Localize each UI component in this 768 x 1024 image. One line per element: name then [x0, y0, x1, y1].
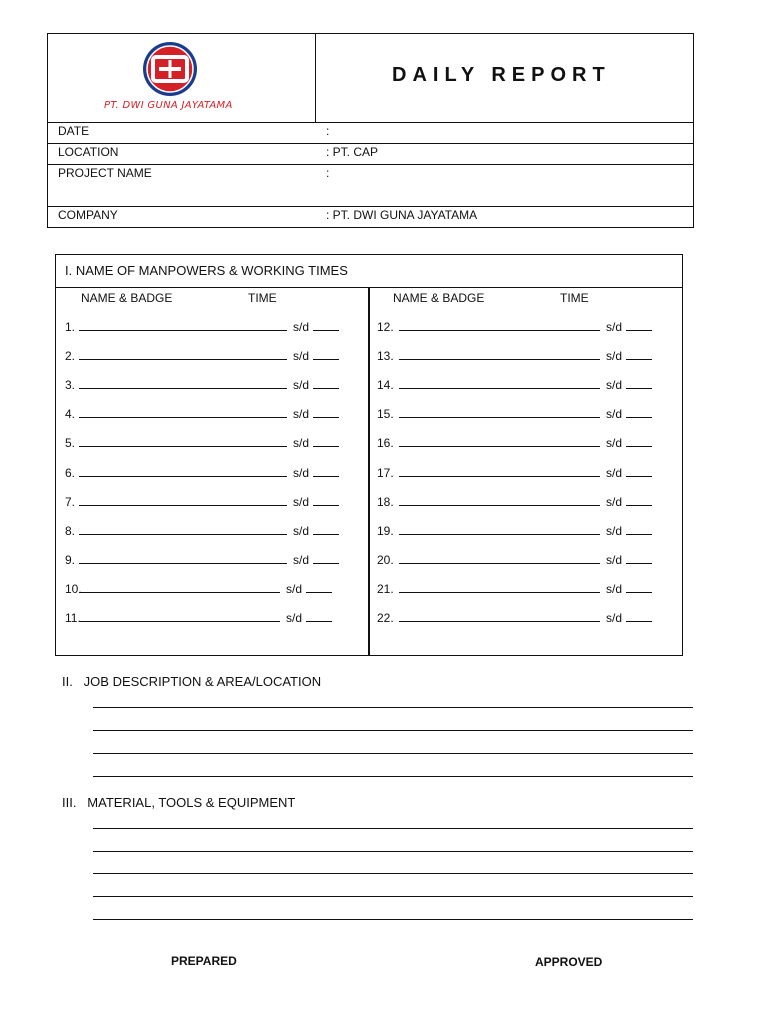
company-label: COMPANY — [58, 208, 118, 222]
manpower-column-divider — [369, 287, 370, 656]
name-badge-field[interactable] — [399, 465, 600, 477]
header-divider — [315, 34, 316, 122]
time-field[interactable] — [306, 610, 332, 622]
manpower-row — [65, 552, 339, 567]
manpower-row — [377, 465, 652, 480]
time-field[interactable] — [626, 523, 652, 535]
name-badge-field[interactable] — [399, 377, 600, 389]
time-field[interactable] — [626, 465, 652, 477]
job-write-line[interactable] — [93, 730, 693, 731]
right-name-badge-header: NAME & BADGE — [393, 291, 485, 305]
date-value: : — [326, 124, 330, 138]
manpower-row — [377, 494, 652, 509]
time-separator: s/d — [293, 378, 310, 393]
name-badge-field[interactable] — [79, 348, 287, 360]
time-separator: s/d — [606, 320, 623, 334]
row-number: 9. — [65, 552, 76, 567]
company-logo — [141, 40, 199, 98]
time-field[interactable] — [626, 494, 652, 506]
row-number: 17. — [377, 465, 394, 480]
manpower-row — [65, 494, 339, 509]
row-number: 22. — [377, 611, 394, 625]
row-number: 20. — [377, 552, 394, 567]
name-badge-field[interactable] — [399, 523, 600, 535]
info-row-divider — [47, 206, 693, 207]
time-field[interactable] — [626, 435, 652, 447]
time-field[interactable] — [626, 377, 652, 389]
name-badge-field[interactable] — [399, 552, 600, 564]
manpower-row — [377, 348, 652, 363]
time-field[interactable] — [313, 523, 339, 535]
location-value: : PT. CAP — [326, 145, 379, 159]
time-field[interactable] — [313, 435, 339, 447]
manpower-row — [65, 581, 332, 596]
time-separator: s/d — [293, 552, 310, 567]
time-separator: s/d — [293, 494, 310, 509]
name-badge-field[interactable] — [79, 406, 287, 418]
manpower-row — [377, 552, 652, 567]
name-badge-field[interactable] — [79, 552, 287, 564]
time-field[interactable] — [626, 406, 652, 418]
row-number: 11. — [65, 611, 81, 625]
manpower-row — [65, 406, 339, 421]
info-row-divider — [47, 143, 693, 144]
time-separator: s/d — [606, 494, 623, 509]
manpower-row — [65, 465, 339, 480]
time-separator: s/d — [293, 349, 310, 364]
time-field[interactable] — [626, 319, 652, 331]
time-separator: s/d — [606, 349, 623, 364]
material-write-line[interactable] — [93, 851, 693, 852]
row-number: 8. — [65, 523, 76, 538]
manpower-row — [377, 406, 652, 421]
time-field[interactable] — [626, 348, 652, 360]
manpower-row — [377, 610, 652, 625]
row-number: 12. — [377, 320, 394, 334]
name-badge-field[interactable] — [79, 610, 280, 622]
time-field[interactable] — [626, 552, 652, 564]
time-separator: s/d — [286, 611, 303, 625]
name-badge-field[interactable] — [79, 523, 287, 535]
job-write-line[interactable] — [93, 707, 693, 708]
name-badge-field[interactable] — [399, 348, 600, 360]
time-separator: s/d — [606, 523, 623, 538]
time-field[interactable] — [313, 377, 339, 389]
time-separator: s/d — [293, 320, 310, 334]
time-field[interactable] — [313, 465, 339, 477]
time-field[interactable] — [626, 610, 652, 622]
time-separator: s/d — [606, 611, 623, 625]
prepared-label: PREPARED — [171, 954, 237, 968]
time-separator: s/d — [286, 581, 303, 596]
manpower-row — [377, 435, 652, 450]
row-number: 3. — [65, 378, 76, 393]
time-separator: s/d — [606, 552, 623, 567]
manpower-section-title: I. NAME OF MANPOWERS & WORKING TIMES — [65, 263, 348, 278]
time-separator: s/d — [606, 436, 623, 451]
time-separator: s/d — [606, 465, 623, 480]
time-field[interactable] — [313, 348, 339, 360]
time-separator: s/d — [293, 523, 310, 538]
project-name-value: : — [326, 166, 330, 180]
location-label: LOCATION — [58, 145, 119, 159]
time-field[interactable] — [313, 552, 339, 564]
info-row-divider — [47, 164, 693, 165]
row-number: 16. — [377, 436, 394, 451]
row-number: 10. — [65, 581, 82, 596]
row-number: 18. — [377, 494, 394, 509]
material-write-line[interactable] — [93, 873, 693, 874]
row-number: 6. — [65, 465, 76, 480]
time-field[interactable] — [306, 581, 332, 593]
job-write-line[interactable] — [93, 776, 693, 777]
name-badge-field[interactable] — [79, 465, 287, 477]
time-field[interactable] — [313, 494, 339, 506]
name-badge-field[interactable] — [399, 406, 600, 418]
time-separator: s/d — [606, 407, 623, 422]
time-field[interactable] — [626, 581, 652, 593]
name-badge-field[interactable] — [399, 494, 600, 506]
row-number: 21. — [377, 581, 394, 596]
name-badge-field[interactable] — [79, 319, 287, 331]
time-separator: s/d — [606, 378, 623, 393]
time-separator: s/d — [606, 581, 623, 596]
name-badge-field[interactable] — [79, 581, 280, 593]
logo-company-name: PT. DWI GUNA JAYATAMA — [104, 100, 233, 111]
row-number: 15. — [377, 407, 394, 422]
time-field[interactable] — [313, 406, 339, 418]
name-badge-field[interactable] — [399, 581, 600, 593]
name-badge-field[interactable] — [79, 435, 287, 447]
manpower-row — [65, 610, 332, 625]
manpower-row — [377, 523, 652, 538]
logo-mark-icon — [141, 40, 199, 98]
name-badge-field[interactable] — [399, 435, 600, 447]
name-badge-field[interactable] — [399, 610, 600, 622]
company-value: : PT. DWI GUNA JAYATAMA — [326, 208, 478, 222]
row-number: 4. — [65, 407, 76, 422]
material-write-line[interactable] — [93, 896, 693, 897]
page-title: DAILY REPORT — [392, 64, 611, 86]
approved-label: APPROVED — [535, 955, 603, 969]
name-badge-field[interactable] — [79, 377, 287, 389]
material-write-line[interactable] — [93, 828, 693, 829]
manpower-row — [65, 435, 339, 450]
right-time-header: TIME — [560, 291, 589, 305]
name-badge-field[interactable] — [79, 494, 287, 506]
time-separator: s/d — [293, 436, 310, 451]
time-separator: s/d — [293, 465, 310, 480]
row-number: 5. — [65, 436, 76, 451]
manpower-row — [65, 523, 339, 538]
name-badge-field[interactable] — [399, 319, 600, 331]
row-number: 1. — [65, 320, 76, 334]
job-write-line[interactable] — [93, 753, 693, 754]
time-field[interactable] — [313, 319, 339, 331]
row-number: 13. — [377, 349, 394, 364]
left-time-header: TIME — [248, 291, 277, 305]
manpower-row — [377, 581, 652, 596]
material-write-line[interactable] — [93, 919, 693, 920]
row-number: 14. — [377, 378, 394, 393]
material-tools-title: III. MATERIAL, TOOLS & EQUIPMENT — [62, 795, 296, 810]
manpower-row — [65, 377, 339, 392]
manpower-row — [65, 348, 339, 363]
project-name-label: PROJECT NAME — [58, 166, 152, 180]
date-label: DATE — [58, 124, 90, 138]
row-number: 7. — [65, 494, 76, 509]
manpower-row — [377, 319, 652, 334]
job-description-title: II. JOB DESCRIPTION & AREA/LOCATION — [62, 674, 322, 689]
row-number: 2. — [65, 349, 76, 364]
manpower-row — [377, 377, 652, 392]
left-name-badge-header: NAME & BADGE — [81, 291, 173, 305]
time-separator: s/d — [293, 407, 310, 422]
row-number: 19. — [377, 523, 394, 538]
manpower-row — [65, 319, 339, 334]
